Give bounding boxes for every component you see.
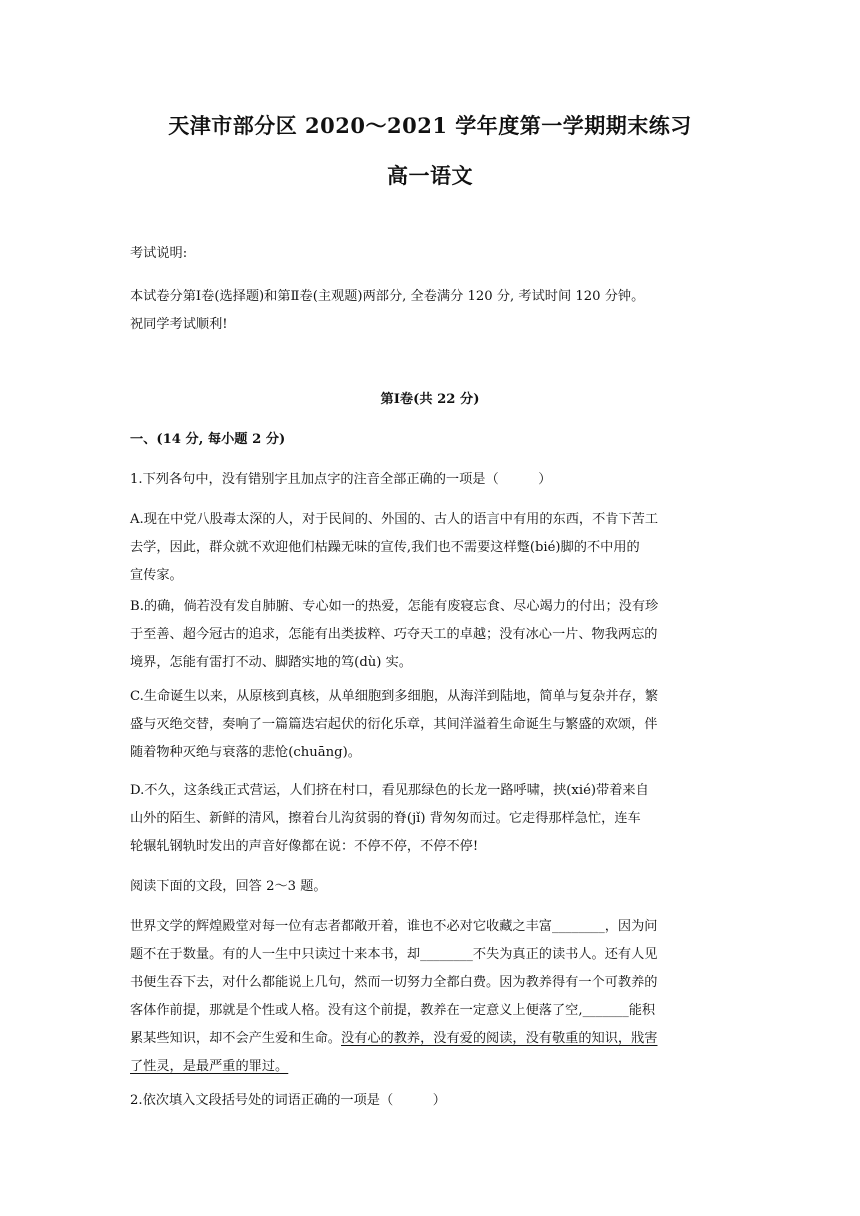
reading-intro: 阅读下面的文段，回答 2～3 题。 bbox=[130, 879, 327, 894]
option-line: 去学，因此，群众就不欢迎他们枯躁无味的宣传,我们也不需要这样蹩(bié)脚的不中用的 bbox=[130, 540, 640, 555]
section-heading: 一、(14 分, 每小题 2 分) bbox=[130, 432, 286, 447]
option-line: A.现在中党八股毒太深的人，对于民间的、外国的、古人的语言中有用的东西，不肯下苦工 bbox=[130, 512, 659, 527]
passage-line: 世界文学的辉煌殿堂对每一位有志者都敞开着，谁也不必对它收藏之丰富________，因为问 bbox=[130, 919, 658, 934]
exam-title: 天津市部分区 2020～2021 学年度第一学期期末练习 bbox=[168, 113, 692, 138]
passage-line: 客体作前提，那就是个性或人格。没有这个前提，教养在一定意义上便落了空,_______能积 bbox=[130, 1003, 656, 1018]
option-line: B.的确，倘若没有发自肺腑、专心如一的热爱，怎能有废寝忘食、尽心竭力的付出；没有珍 bbox=[130, 599, 659, 614]
option-line: 盛与灭绝交替，奏响了一篇篇迭宕起伏的衍化乐章，其间洋溢着生命诞生与繁盛的欢颂，伴 bbox=[130, 717, 658, 732]
reading-passage bbox=[130, 913, 730, 1081]
instructions-text bbox=[130, 283, 730, 339]
option-b bbox=[130, 593, 730, 677]
option-line: 于至善、超今冠古的追求，怎能有出类拔粹、巧夺天工的卓越；没有冰心一片、物我两忘的 bbox=[130, 627, 658, 642]
passage-line bbox=[130, 1053, 730, 1081]
passage-line bbox=[130, 1025, 730, 1053]
instructions-label: 考试说明: bbox=[130, 246, 188, 261]
instructions-line: 本试卷分第Ⅰ卷(选择题)和第Ⅱ卷(主观题)两部分, 全卷满分 120 分, 考试时间 120 分钟。 bbox=[130, 289, 645, 304]
instructions-line: 祝同学考试顺利! bbox=[130, 317, 228, 332]
passage-text: 累某些知识，却不会产生爱和生命。 bbox=[130, 1031, 341, 1046]
option-line: C.生命诞生以来，从原核到真核，从单细胞到多细胞，从海洋到陆地，简单与复杂并存，繁 bbox=[130, 689, 659, 704]
option-line: 宣传家。 bbox=[130, 568, 183, 583]
option-line: D.不久，这条线正式营运，人们挤在村口，看见那绿色的长龙一路呼啸，挟(xié)带着来自 bbox=[130, 783, 649, 798]
option-a bbox=[130, 506, 730, 590]
option-line: 随着物种灭绝与衰落的悲怆(chuāng)。 bbox=[130, 745, 361, 760]
option-line: 轮辗轧钢轨时发出的声音好像都在说：不停不停，不停不停! bbox=[130, 839, 479, 854]
option-d bbox=[130, 777, 730, 861]
passage-line: 书便生吞下去，对什么都能说上几句，然而一切努力全都白费。因为教养得有一个可教养的 bbox=[130, 975, 658, 990]
underlined-sentence: 了性灵，是最严重的罪过。 bbox=[130, 1059, 289, 1074]
option-c bbox=[130, 683, 730, 767]
passage-line: 题不在于数量。有的人一生中只读过十来本书，却________不失为真正的读书人。还有人见 bbox=[130, 947, 658, 962]
underlined-sentence: 没有心的教养，没有爱的阅读，没有敬重的知识，戕害 bbox=[341, 1031, 658, 1046]
option-line: 山外的陌生、新鲜的清风，擦着台儿沟贫弱的脊(jǐ) 背匆匆而过。它走得那样急忙，连车 bbox=[130, 811, 641, 826]
option-line: 境界，怎能有雷打不动、脚踏实地的笃(dù) 实。 bbox=[130, 655, 412, 670]
subject-title: 高一语文 bbox=[387, 163, 473, 188]
part-title: 第Ⅰ卷(共 22 分) bbox=[380, 392, 480, 407]
question-2-stem: 2.依次填入文段括号处的词语正确的一项是（ ） bbox=[130, 1093, 446, 1108]
question-1-stem: 1.下列各句中，没有错别字且加点字的注音全部正确的一项是（ ） bbox=[130, 472, 552, 487]
